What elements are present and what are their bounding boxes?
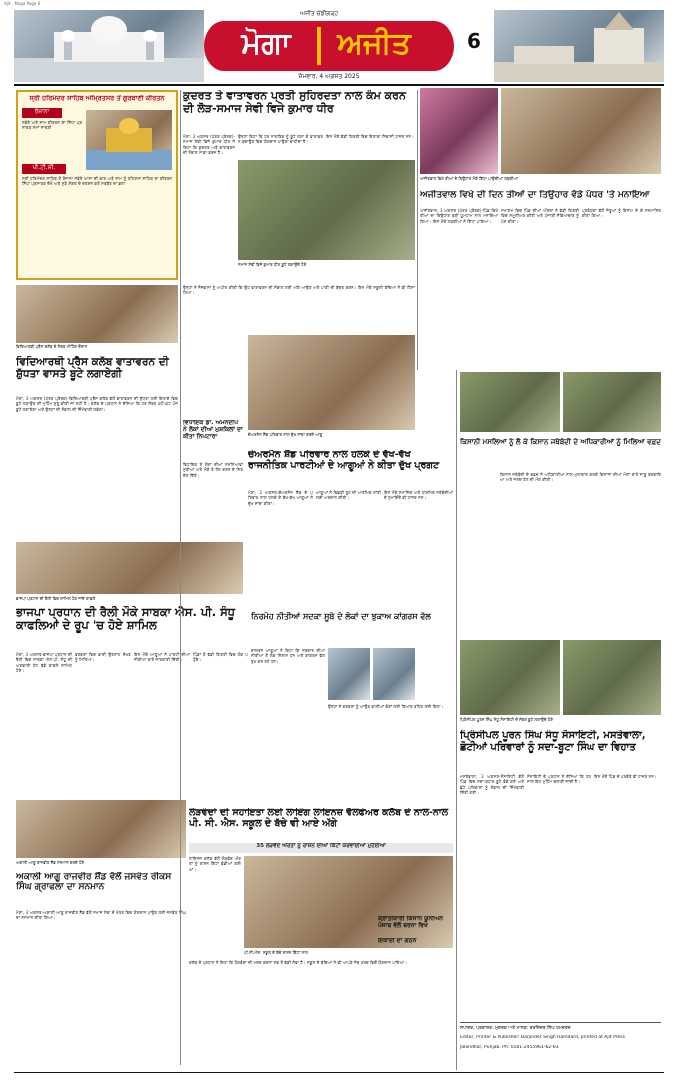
- caption-vijay-dhir: ਸਮਾਜ ਸੇਵੀ ਵਿਜੇ ਕੁਮਾਰ ਧੀਰ ਬੂਟੇ ਲਗਾਉਂਦੇ ਹੋਏ: [238, 262, 307, 267]
- a3-headline: ਵਿਦਿਆਰਥੀ ਪ੍ਰੈਸ ਕਲੱਬ ਵਾਤਾਵਰਨ ਦੀ ਸ਼ੁੱਧਤਾ ਵਾਸਤੇ ਬੂਟੇ ਲਗਾਏਗੀ: [16, 356, 169, 381]
- photo-farmers-right: [563, 372, 661, 432]
- caption-meeting: ਚੇਅਰਮੈਨ ਸ਼ੈਂਡ ਪਰਿਵਾਰ ਨਾਲ ਦੁੱਖ ਸਾਂਝਾ ਕਰਦੇ ਆਗੂ: [248, 432, 323, 437]
- a5-body-col2: ਆਗੂਆਂ ਨੇ ਵਿਛੜੀ ਰੂਹ ਦੀ ਆਤਮਿਕ ਸ਼ਾਂਤੀ ਲਈ ਅਰਦਾਸ ਕੀਤੀ।: [316, 490, 381, 501]
- a9-body-col1: ਮਸਤੇਵਾਲਾ, 3 ਅਗਸਤ-ਸੋਸਾਇਟੀ ਵੱਲੋਂ ਪਿੰਡ ਵਿਚ ਸਦਾ-ਬਹਾਰ ਬੂਟੇ ਵੰਡੇ ਗਏ ਅਤੇ ਛੋਟੇ ਪਰਿਵਾਰਾਂ ਨੂੰ ਸੰਭਾਲ ਦੀ ਜ਼ਿੰਮੇਵਾਰੀ ਦਿੱਤੀ ਗਈ।: [460, 774, 524, 795]
- a2-body-col2: ਸਮਾਗਮ ਵਿਚ ਪਿੰਡ ਦੀਆਂ ਔਰਤਾਂ ਨੇ ਵੱਡੀ ਗਿਣਤੀ ਵਿਚ ਸ਼ਮੂਲੀਅਤ ਕੀਤੀ ਅਤੇ ਪੰਜਾਬੀ ਸੱਭਿਆਚਾਰ ਨੂੰ ਪੇਸ਼ ਕੀਤਾ।: [501, 208, 579, 224]
- a1-body-bottom: ਉਨ੍ਹਾਂ ਨੇ ਨੌਜਵਾਨਾਂ ਨੂੰ ਅਪੀਲ ਕੀਤੀ ਕਿ ਉਹ ਵਾਤਾਵਰਨ ਦੀ ਸੰਭਾਲ ਲਈ ਅੱਗੇ ਆਉਣ ਅਤੇ ਪਾਣੀ ਦੀ ਬੱਚਤ ਕਰਨ। ਇਸ ਮੌਕੇ ਸਕੂਲੀ ਬੱਚਿਆਂ ਨੇ ਵੀ ਹਿੱਸਾ ਲਿਆ।: [183, 285, 415, 296]
- caption-honour: ਅਕਾਲੀ ਆਗੂ ਰਾਜਵੀਰ ਸ਼ੈਂਡ ਸਨਮਾਨ ਕਰਦੇ ਹੋਏ: [16, 860, 85, 865]
- a5-body-col3: ਇਸ ਮੌਕੇ ਸਮਾਜਿਕ ਅਤੇ ਧਾਰਮਿਕ ਜਥੇਬੰਦੀਆਂ ਦੇ ਨੁਮਾਇੰਦੇ ਵੀ ਹਾਜ਼ਰ ਸਨ।: [384, 490, 453, 501]
- footer-line-2: Jalandhar, Punjab. Ph: 0181-2455961-62-63: [460, 1045, 559, 1050]
- a6-headline: ਭਾਜਪਾ ਪ੍ਰਧਾਨ ਦੀ ਰੈਲੀ ਮੌਕੇ ਸਾਬਕਾ ਐਸ. ਪੀ. ਸੰਧੂ ਕਾਫਲਿਆਂ ਦੇ ਰੂਪ 'ਚ ਹੋਏ ਸ਼ਾਮਿਲ: [16, 606, 235, 633]
- bottom-rule: [14, 1072, 664, 1073]
- caption-tree-planting: ਪ੍ਰਿੰਸੀਪਲ ਪੂਰਨ ਸਿੰਘ ਸੰਧੂ ਸੋਸਾਇਟੀ ਦੇ ਮੈਂਬਰ ਬੂਟੇ ਲਗਾਉਂਦੇ ਹੋਏ: [460, 717, 553, 722]
- a11-headline: ਅਕਾਲੀ ਆਗੂ ਰਾਜਵੀਰ ਸ਼ੈਂਡ ਵੱਲੋਂ ਜਸਵੰਤ ਰੀਕਸ ਸਿੰਘ ਗ੍ਰਾਫਲਾ ਦਾ ਸਨਮਾਨ: [16, 872, 172, 893]
- column-rule: [456, 370, 457, 1070]
- photo-teeyan-singer: [420, 88, 498, 174]
- ad-body-1: ਸਵੇਰੇ ਅਤੇ ਸ਼ਾਮ ਕੀਰਤਨ ਦਾ ਸਿੱਧਾ ਪ੍ਰਸਾਰਣ ਸਮਾਂ ਸਾਰਣੀ: [22, 120, 82, 131]
- column-rule: [180, 90, 181, 1065]
- masthead-photo-left: [14, 10, 204, 82]
- photo-meeting: [248, 335, 415, 430]
- a1-body-col3: ਇਸ ਮੌਕੇ ਵੱਡੀ ਗਿਣਤੀ ਵਿਚ ਇਲਾਕਾ ਨਿਵਾਸੀ ਹਾਜ਼ਰ ਸਨ।: [326, 134, 414, 139]
- page-number: 6: [467, 30, 481, 53]
- a2-headline: ਅਜੀਤਵਾਲ ਵਿਖੇ ਦੀ ਦਿਨ ਤੀਆਂ ਦਾ ਤਿਉਹਾਰ ਵੱਡੇ ਪੱਧਰ 'ਤੇ ਮਨਾਇਆ: [420, 190, 650, 200]
- ad-golden-temple-photo: [86, 110, 172, 170]
- a1-headline: ਕੁਦਰਤ ਤੇ ਵਾਤਾਵਰਨ ਪ੍ਰਤੀ ਸੁਹਿਰਦਤਾ ਨਾਲ ਕੰਮ ਕਰਨ ਦੀ ਲੋੜ-ਸਮਾਜ ਸੇਵੀ ਵਿਜੇ ਕੁਮਾਰ ਧੀਰ: [183, 90, 406, 115]
- ad-gurbani-kirtan: [16, 90, 178, 280]
- a10-body-col1: ਲਾਇਨਜ਼ ਕਲੱਬ ਵੱਲੋਂ ਲੋੜਵੰਦ ਔਰਤਾਂ ਨੂੰ ਰਾਸ਼ਨ ਕਿੱਟਾਂ ਵੰਡੀਆਂ ਗਈਆਂ।: [189, 856, 241, 872]
- a10-kicker: 35 ਲੋੜਵੰਦ ਔਰਤਾਂ ਨੂੰ ਰਾਸ਼ਨ ਦੀਆਂ ਕਿੱਟਾਂ ਕਰਵਾਈਆਂ ਮੁਹੱਈਆ: [189, 843, 453, 853]
- a4-headline: ਵਿਧਾਇਕ ਡਾ. ਅਮਨਦੀਪ ਨੇ ਲੋਕਾਂ ਦੀਆਂ ਮੁਸ਼ਕਿਲਾਂ ਦਾ ਕੀਤਾ ਨਿਪਟਾਰਾ: [183, 420, 243, 440]
- a6-body-col3: ਇਸ ਮੌਕੇ ਆਗੂਆਂ ਨੇ ਪਾਰਟੀ ਦੀਆਂ ਨੀਤੀਆਂ ਬਾਰੇ ਜਾਣਕਾਰੀ ਦਿੱਤੀ।: [134, 652, 190, 663]
- photo-vijay-dhir: [238, 160, 415, 260]
- golden-temple-icon: [86, 110, 172, 170]
- photo-press-club: [16, 285, 178, 343]
- ad-body-2: ਸ੍ਰੀ ਹਰਿਮੰਦਰ ਸਾਹਿਬ ਤੋਂ ਰੋਜ਼ਾਨਾ ਸਵੇਰੇ ਆਸਾ ਦੀ ਵਾਰ ਅਤੇ ਸ਼ਾਮ ਨੂੰ ਰਹਿਰਾਸ ਸਾਹਿਬ ਦਾ ਕੀਰਤਨ ਸਿੱਧਾ ਪ੍ਰਸਾਰਣ ਦੇਖੋ ਅਤੇ ਸੁਣੋ ਸੰਗਤ ਦੇ ਦਰਸ਼ਨ ਕਰੋ ਸਰਬੱਤ ਦਾ ਭਲਾ: [22, 176, 172, 187]
- a9-body-col2: ਸੋਸਾਇਟੀ ਦੇ ਪ੍ਰਧਾਨ ਨੇ ਦੱਸਿਆ ਕਿ ਹਰ ਸਾਲ ਇਹ ਮੁਹਿੰਮ ਚਲਾਈ ਜਾਂਦੀ ਹੈ।: [527, 774, 591, 785]
- temple-icon: [14, 10, 204, 82]
- a11-body: ਮੋਗਾ, 3 ਅਗਸਤ-ਅਕਾਲੀ ਆਗੂ ਰਾਜਵੀਰ ਸ਼ੈਂਡ ਵੱਲੋਂ ਸਮਾਜ ਸੇਵਾ ਦੇ ਖੇਤਰ ਵਿਚ ਯੋਗਦਾਨ ਪਾਉਣ ਲਈ ਜਸਵੰਤ ਸਿੰਘ ਦਾ ਸਨਮਾਨ ਕੀਤਾ ਗਿਆ।: [16, 910, 186, 921]
- ad-heading: ਸ੍ਰੀ ਹਰਿਮੰਦਰ ਸਾਹਿਬ ਅੰਮ੍ਰਿਤਸਰ ਤੋਂ ਗੁਰਬਾਣੀ ਕੀਰਤਨ: [29, 95, 165, 102]
- footer-imprint: [460, 1022, 661, 1068]
- masthead: [14, 10, 664, 82]
- a4-body: ਵਿਧਾਇਕ ਨੇ ਲੋਕਾਂ ਦੀਆਂ ਸਮੱਸਿਆਵਾਂ ਸੁਣੀਆਂ ਅਤੇ ਮੌਕੇ ਤੇ ਹੱਲ ਕਰਨ ਦੇ ਨਿਰਦੇਸ਼ ਦਿੱਤੇ।: [183, 462, 243, 478]
- a1-body-col2: ਉਨ੍ਹਾਂ ਕਿਹਾ ਕਿ ਹਰ ਨਾਗਰਿਕ ਨੂੰ ਬੂਟੇ ਲਗਾ ਕੇ ਵਾਤਾਵਰਨ ਬਚਾਉਣ ਵਿਚ ਯੋਗਦਾਨ ਪਾਉਣਾ ਚਾਹੀਦਾ ਹੈ।: [238, 134, 323, 145]
- masthead-rule: [14, 84, 664, 86]
- photo-portrait-1: [328, 648, 370, 700]
- a7-body-col1: ਕਾਂਗਰਸ ਆਗੂਆਂ ਨੇ ਕਿਹਾ ਕਿ ਸਰਕਾਰ ਦੀਆਂ ਨੀਤੀਆਂ ਤੋਂ ਲੋਕ ਨਿਰਾਸ਼ ਹਨ ਅਤੇ ਕਾਂਗਰਸ ਵੱਲ ਰੁਖ ਕਰ ਰਹੇ ਹਨ।: [251, 648, 325, 664]
- a7-body-col2: ਉਨ੍ਹਾਂ ਨੇ ਵਰਕਰਾਂ ਨੂੰ ਆਉਣ ਵਾਲੀਆਂ ਚੋਣਾਂ ਲਈ ਤਿਆਰ ਰਹਿਣ ਲਈ ਕਿਹਾ।: [328, 704, 444, 709]
- masthead-photo-right: [494, 10, 664, 82]
- masthead-banner: [204, 21, 454, 71]
- ad-label-1: ਰੋਜ਼ਾਨਾ: [22, 108, 62, 118]
- a7-headline: ਨਿਰਮੋਹ ਨੀਤੀਆਂ ਸਦਕਾ ਸੂਬੇ ਦੇ ਲੋਕਾਂ ਦਾ ਝੁਕਾਅ ਕਾਂਗਰਸ ਵੱਲ: [251, 612, 431, 621]
- a1-body-col1: ਮੋਗਾ, 3 ਅਗਸਤ (ਪੱਤਰ ਪ੍ਰੇਰਕ)-ਸਮਾਜ ਸੇਵੀ ਵਿਜੇ ਕੁਮਾਰ ਧੀਰ ਨੇ ਕਿਹਾ ਕਿ ਕੁਦਰਤ ਅਤੇ ਵਾਤਾਵਰਨ ਦੀ ਸੰਭਾਲ ਸਾਡਾ ਫ਼ਰਜ਼ ਹੈ।: [183, 134, 235, 155]
- a8-body: ਕਿਸਾਨ ਜਥੇਬੰਦੀ ਦੇ ਵਫ਼ਦ ਨੇ ਅਧਿਕਾਰੀਆਂ ਨਾਲ ਮੁਲਾਕਾਤ ਕਰਕੇ ਕਿਸਾਨਾਂ ਦੀਆਂ ਮੰਗਾਂ ਬਾਰੇ ਜਾਣੂ ਕਰਵਾਇਆ ਅਤੇ ਜਲਦ ਹੱਲ ਦੀ ਮੰਗ ਕੀਤੀ।: [500, 472, 661, 483]
- gurdwara-icon: [494, 10, 664, 82]
- caption-school-children: ਪੀ.ਸੀ.ਐਸ. ਸਕੂਲ ਦੇ ਬੱਚੇ ਰਾਸ਼ਨ ਕਿੱਟਾਂ ਨਾਲ: [244, 950, 308, 955]
- photo-portrait-2: [373, 648, 415, 700]
- a9-headline: ਪ੍ਰਿੰਸੀਪਲ ਪੂਰਨ ਸਿੰਘ ਸੰਧੂ ਸੋਸਾਇਟੀ, ਮਸਤੇਵਾਲਾ, ਛੋਟੀਆਂ ਪਰਿਵਾਰਾਂ ਨੂੰ ਸਦਾ-ਬੂਟਾ ਸਿੰਘ ਦਾ ਵਿਹਾਤ: [460, 730, 646, 753]
- a2-body-col3: ਪ੍ਰਬੰਧਕਾਂ ਵੱਲੋਂ ਜੇਤੂਆਂ ਨੂੰ ਇਨਾਮ ਦੇ ਕੇ ਸਨਮਾਨਿਤ ਕੀਤਾ ਗਿਆ।: [582, 208, 661, 219]
- photo-teeyan-group: [501, 88, 661, 174]
- date-line: ਸੋਮਵਾਰ, 4 ਅਗਸਤ 2025: [298, 73, 360, 80]
- a5-headline: ਚੇਅਰਮੈਨ ਸ਼ੈਂਡ ਪਰਿਵਾਰ ਨਾਲ ਹਲਕੇ ਦੇ ਵੱਖ-ਵੱਖ ਰਾਜਨੀਤਿਕ ਪਾਰਟੀਆਂ ਦੇ ਆਗੂਆਂ ਨੇ ਕੀਤਾ ਦੁੱਖ ਪ੍ਰਗਟ: [248, 450, 440, 471]
- masthead-top-line: ਅਜੀਤ ਚੰਡੀਗੜ੍ਹ: [299, 10, 339, 17]
- ad-label-2: ਪੀ.ਟੀ.ਸੀ.: [22, 164, 66, 174]
- a6-body-col4: ਪਿੰਡਾਂ ਤੋਂ ਵੱਡੀ ਗਿਣਤੀ ਵਿਚ ਲੋਕ ਪਹੁੰਚੇ।: [193, 652, 248, 663]
- a6-body-col1: ਮੋਗਾ, 3 ਅਗਸਤ-ਭਾਜਪਾ ਪ੍ਰਧਾਨ ਦੀ ਰੈਲੀ ਵਿਚ ਸਾਬਕਾ ਐਸ.ਪੀ. ਸੰਧੂ ਦੀ ਅਗਵਾਈ ਹੇਠ ਵੱਡੇ ਕਾਫਲੇ ਸ਼ਾਮਿਲ ਹੋਏ।: [16, 652, 72, 673]
- a9-body-col3: ਇਸ ਮੌਕੇ ਪਿੰਡ ਦੇ ਪਤਵੰਤੇ ਵੀ ਹਾਜ਼ਰ ਸਨ।: [594, 774, 657, 779]
- a5-body-col1: ਮੋਗਾ, 3 ਅਗਸਤ-ਚੇਅਰਮੈਨ ਸ਼ੈਂਡ ਦੇ ਪਰਿਵਾਰ ਨਾਲ ਹਲਕੇ ਦੇ ਵੱਖ-ਵੱਖ ਆਗੂਆਂ ਨੇ ਦੁੱਖ ਸਾਂਝਾ ਕੀਤਾ।: [248, 490, 313, 506]
- a6-body-col2: ਵਰਕਰਾਂ ਵਿਚ ਭਾਰੀ ਉਤਸ਼ਾਹ ਦੇਖਣ ਨੂੰ ਮਿਲਿਆ।: [75, 652, 131, 663]
- a12-headline: ਕ੍ਰਾਂਤੀਕਾਰੀ ਕਿਸਾਨ ਯੂਨੀਅਨ ਪੰਜਾਬ ਵੱਲੋਂ ਬਰਨਾ ਵਿਖੇ: [378, 916, 444, 929]
- column-rule: [417, 90, 418, 370]
- masthead-title-right: ਅਜੀਤ: [337, 27, 411, 61]
- a3-body: ਮੋਗਾ, 3 ਅਗਸਤ (ਪੱਤਰ ਪ੍ਰੇਰਕ)-ਵਿਦਿਆਰਥੀ ਪ੍ਰੈਸ ਕਲੱਬ ਵੱਲੋਂ ਵਾਤਾਵਰਨ ਦੀ ਸ਼ੁੱਧਤਾ ਲਈ ਇਲਾਕੇ ਵਿਚ ਬੂਟੇ ਲਗਾਉਣ ਦੀ ਮੁਹਿੰਮ ਸ਼ੁਰੂ ਕੀਤੀ ਜਾ ਰਹੀ ਹੈ। ਕਲੱਬ ਦੇ ਪ੍ਰਧਾਨ ਨੇ ਦੱਸਿਆ ਕਿ ਹਰ ਮੈਂਬਰ ਘੱਟੋ-ਘੱਟ ਪੰਜ ਬੂਟੇ ਲਗਾਏਗਾ ਅਤੇ ਉਨ੍ਹਾਂ ਦੀ ਸੰਭਾਲ ਦੀ ਜ਼ਿੰਮੇਵਾਰੀ ਲਵੇਗਾ।: [16, 396, 178, 412]
- masthead-divider: [317, 27, 321, 65]
- photo-farmers-left: [460, 372, 560, 432]
- a2-body-col1: ਅਜੀਤਵਾਲ, 3 ਅਗਸਤ (ਪੱਤਰ ਪ੍ਰੇਰਕ)-ਪਿੰਡ ਵਿਖੇ ਤੀਆਂ ਦਾ ਤਿਉਹਾਰ ਬੜੀ ਧੂਮਧਾਮ ਨਾਲ ਮਨਾਇਆ ਗਿਆ। ਇਸ ਮੌਕੇ ਲੜਕੀਆਂ ਨੇ ਗਿੱਧਾ ਪਾਇਆ।: [420, 208, 498, 224]
- photo-tree-planting-2: [563, 640, 661, 715]
- a10-headline: ਲੋੜਵੰਦਾਂ ਦੀ ਸਹਾਇਤਾ ਲਈ ਲਾਇੰਗ ਲਾਇਨਜ਼ ਵੈਲਫੇਅਰ ਕਲੱਬ ਦੇ ਨਾਲ-ਨਾਲ ਪੀ. ਸੀ. ਐਸ. ਸਕੂਲ ਦੇ ਬੱਚੇ ਵੀ ਆਏ ਅੱਗੇ: [189, 808, 449, 829]
- a10-body-bottom: ਕਲੱਬ ਦੇ ਪ੍ਰਧਾਨ ਨੇ ਕਿਹਾ ਕਿ ਲੋੜਵੰਦਾਂ ਦੀ ਮਦਦ ਕਰਨਾ ਸਭ ਤੋਂ ਵੱਡੀ ਸੇਵਾ ਹੈ। ਸਕੂਲ ਦੇ ਬੱਚਿਆਂ ਨੇ ਵੀ ਆਪਣੇ ਜੇਬ ਖਰਚ ਵਿਚੋਂ ਯੋਗਦਾਨ ਪਾਇਆ।: [189, 960, 408, 965]
- caption-rally: ਭਾਜਪਾ ਪ੍ਰਧਾਨ ਦੀ ਰੈਲੀ ਵਿਚ ਸ਼ਾਮਿਲ ਹੋਣ ਜਾਂਦੇ ਕਾਫਲੇ: [16, 596, 96, 601]
- footer-credit: ਸੰਪਾਦਕ, ਪ੍ਰਕਾਸ਼ਕ, ਮੁਦਰਕ ਅਤੇ ਮਾਲਕ: ਬਰਜਿੰਦਰ ਸਿੰਘ ਹਮਦਰਦ: [460, 1026, 571, 1031]
- caption-press-club: ਵਿਦਿਆਰਥੀ ਪ੍ਰੈਸ ਕਲੱਬ ਦੇ ਮੈਂਬਰ ਮੀਟਿੰਗ ਦੌਰਾਨ: [16, 344, 88, 349]
- slug-line: Ajit - Moga Page 6: [4, 1, 41, 6]
- footer-line-1: Editor, Printer & Publisher: Barjinder Singh Hamdard, printed at Ajit Press: [460, 1035, 625, 1040]
- photo-rally: [16, 542, 243, 594]
- a8-headline: ਕਿਸਾਨੀ ਮਸਲਿਆਂ ਨੂੰ ਲੈ ਕੇ ਕਿਸਾਨ ਜਥੇਬੰਦੀ ਦੇ ਅਧਿਕਾਰੀਆਂ ਨੂੰ ਮਿਲਿਆ ਵਫ਼ਦ: [460, 438, 661, 446]
- a13-headline: ਇਕਾਈ ਦਾ ਗਠਨ: [378, 938, 417, 944]
- masthead-title-left: ਮੋਗਾ: [241, 27, 291, 61]
- photo-tree-planting-1: [460, 640, 560, 715]
- caption-teeyan: ਅਜੀਤਵਾਲ ਵਿਖੇ ਤੀਆਂ ਦੇ ਤਿਉਹਾਰ ਮੌਕੇ ਗਿੱਧਾ ਪਾਉਂਦੀਆਂ ਲੜਕੀਆਂ: [420, 176, 518, 181]
- photo-honour: [16, 800, 186, 858]
